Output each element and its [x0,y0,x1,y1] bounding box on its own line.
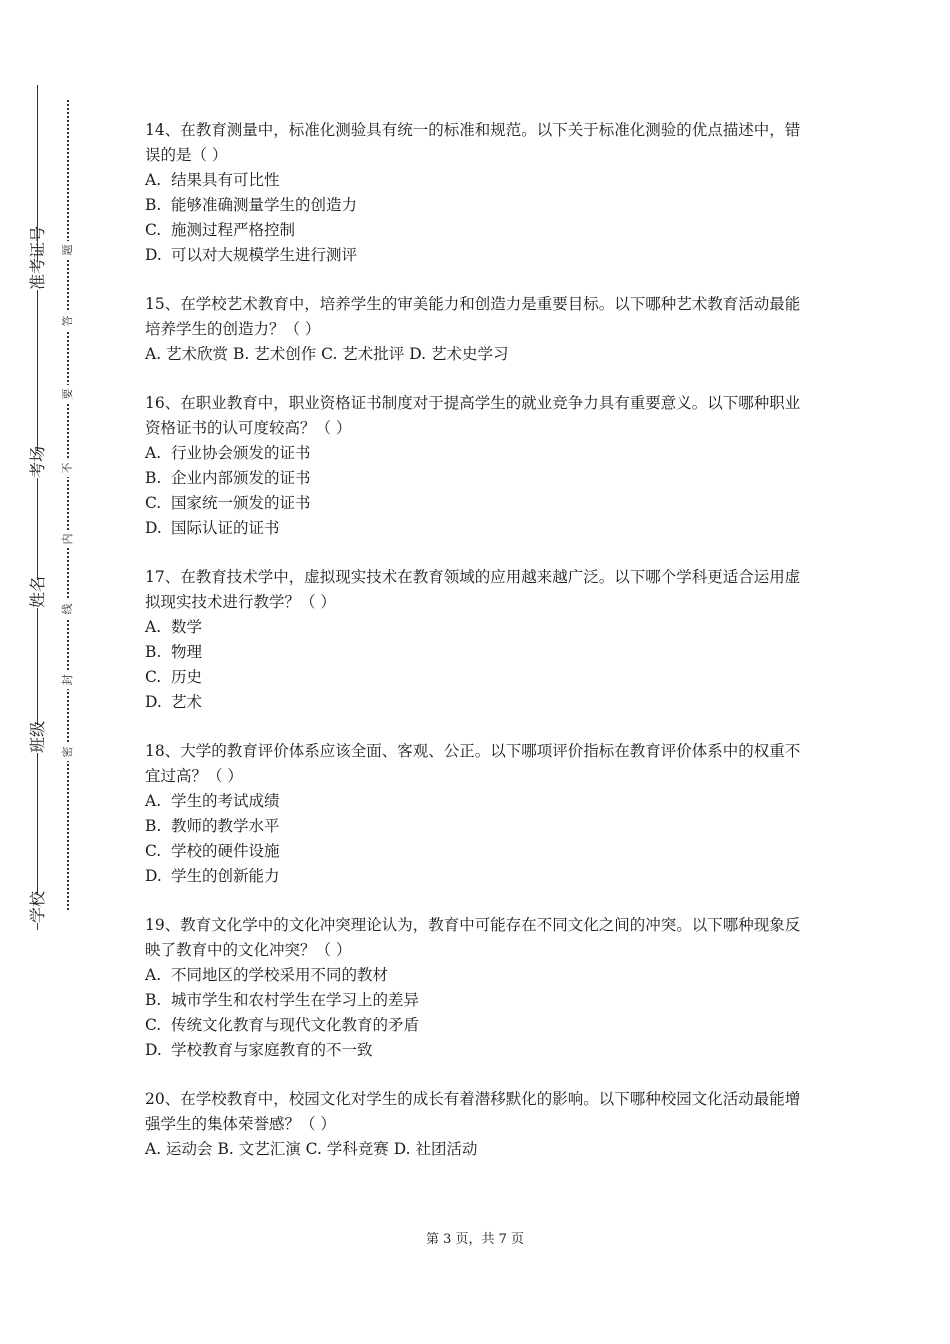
option-b [145,988,815,1013]
binding-dotted-line [67,100,69,910]
question-stem: 15、在学校艺术教育中，培养学生的审美能力和创造力是重要目标。以下哪种艺术教育活动最能培养学生的创造力？（ ） [145,295,801,338]
question-list [145,118,815,1186]
question-18 [145,739,815,889]
option-text: 可以对大规模学生进行测评 [171,246,358,264]
option-c [145,1013,815,1038]
option-b [145,193,815,218]
question-17 [145,565,815,715]
option-c [145,839,815,864]
option-text: 学校的硬件设施 [171,842,280,860]
option-text: 数学 [171,618,203,636]
inline-options: A. 运动会 B. 文艺汇演 C. 学科竞赛 D. 社团活动 [145,1140,478,1158]
option-c [145,665,815,690]
option-key: D. [145,867,162,885]
option-key: D. [145,693,162,711]
option-text: 传统文化教育与现代文化教育的矛盾 [171,1016,420,1034]
option-key: D. [145,1041,162,1059]
option-key: C. [145,842,162,860]
seal-char: 题 [59,241,77,259]
option-text: 物理 [171,643,203,661]
option-key: A. [145,171,162,189]
option-key: C. [145,668,162,686]
option-text: 学生的创新能力 [171,867,280,885]
option-text: 国际认证的证书 [171,519,280,537]
option-key: C. [145,494,162,512]
option-key: A. [145,966,162,984]
option-key: D. [145,519,162,537]
option-text: 学校教育与家庭教育的不一致 [171,1041,373,1059]
option-text: 历史 [171,668,203,686]
option-text: 行业协会颁发的证书 [171,444,311,462]
option-a [145,789,815,814]
field-label-exam-room: 考场 [24,450,52,478]
seal-char: 答 [59,312,77,330]
question-19 [145,913,815,1063]
option-a [145,615,815,640]
option-key: B. [145,196,162,214]
option-d [145,243,815,268]
binding-solid-line [37,85,38,930]
option-text: 企业内部颁发的证书 [171,469,311,487]
question-16 [145,391,815,541]
question-15 [145,292,815,367]
option-text: 不同地区的学校采用不同的教材 [171,966,389,984]
option-key: B. [145,643,162,661]
option-d [145,1038,815,1063]
option-text: 国家统一颁发的证书 [171,494,311,512]
option-key: B. [145,817,162,835]
question-stem: 14、在教育测量中，标准化测验具有统一的标准和规范。以下关于标准化测验的优点描述中，错误的是（ ） [145,121,801,164]
seal-char: 内 [59,530,77,548]
question-stem: 18、大学的教育评价体系应该全面、客观、公正。以下哪项评价指标在教育评价体系中的权重不宜过高？（ ） [145,742,801,785]
option-key: B. [145,469,162,487]
field-label-exam-number: 准考证号 [24,262,52,290]
option-key: D. [145,246,162,264]
option-a [145,963,815,988]
binding-margin [0,0,90,1344]
option-a [145,168,815,193]
option-text: 结果具有可比性 [171,171,280,189]
option-d [145,690,815,715]
inline-options: A. 艺术欣赏 B. 艺术创作 C. 艺术批评 D. 艺术史学习 [145,345,509,363]
option-b [145,466,815,491]
seal-char: 要 [59,385,77,403]
option-d [145,516,815,541]
option-a [145,441,815,466]
question-14 [145,118,815,268]
question-stem: 16、在职业教育中，职业资格证书制度对于提高学生的就业竞争力具有重要意义。以下哪种职业资格证书的认可度较高？（ ） [145,394,801,437]
option-text: 能够准确测量学生的创造力 [171,196,358,214]
option-b [145,814,815,839]
option-key: A. [145,792,162,810]
question-stem: 17、在教育技术学中，虚拟现实技术在教育领域的应用越来越广泛。以下哪个学科更适合运用虚拟现实技术进行教学？（ ） [145,568,801,611]
option-text: 城市学生和农村学生在学习上的差异 [171,991,420,1009]
option-text: 教师的教学水平 [171,817,280,835]
field-label-name: 姓名 [24,580,52,608]
option-key: A. [145,444,162,462]
option-key: A. [145,618,162,636]
option-key: C. [145,221,162,239]
seal-char: 不 [59,459,77,477]
field-label-class: 班级 [24,725,52,753]
option-c [145,491,815,516]
option-c [145,218,815,243]
question-20 [145,1087,815,1162]
option-key: C. [145,1016,162,1034]
option-text: 艺术 [171,693,203,711]
option-text: 学生的考试成绩 [171,792,280,810]
seal-char: 封 [59,671,77,689]
seal-char: 线 [59,600,77,618]
question-stem: 19、教育文化学中的文化冲突理论认为，教育中可能存在不同文化之间的冲突。以下哪种现象反映了教育中的文化冲突？（ ） [145,916,801,959]
question-stem: 20、在学校教育中，校园文化对学生的成长有着潜移默化的影响。以下哪种校园文化活动最能增强学生的集体荣誉感？（ ） [145,1090,801,1133]
field-label-school: 学校 [24,895,52,923]
option-d [145,864,815,889]
option-b [145,640,815,665]
seal-char: 密 [59,743,77,761]
page-number-footer: 第 3 页，共 7 页 [425,1232,525,1247]
option-key: B. [145,991,162,1009]
option-text: 施测过程严格控制 [171,221,296,239]
